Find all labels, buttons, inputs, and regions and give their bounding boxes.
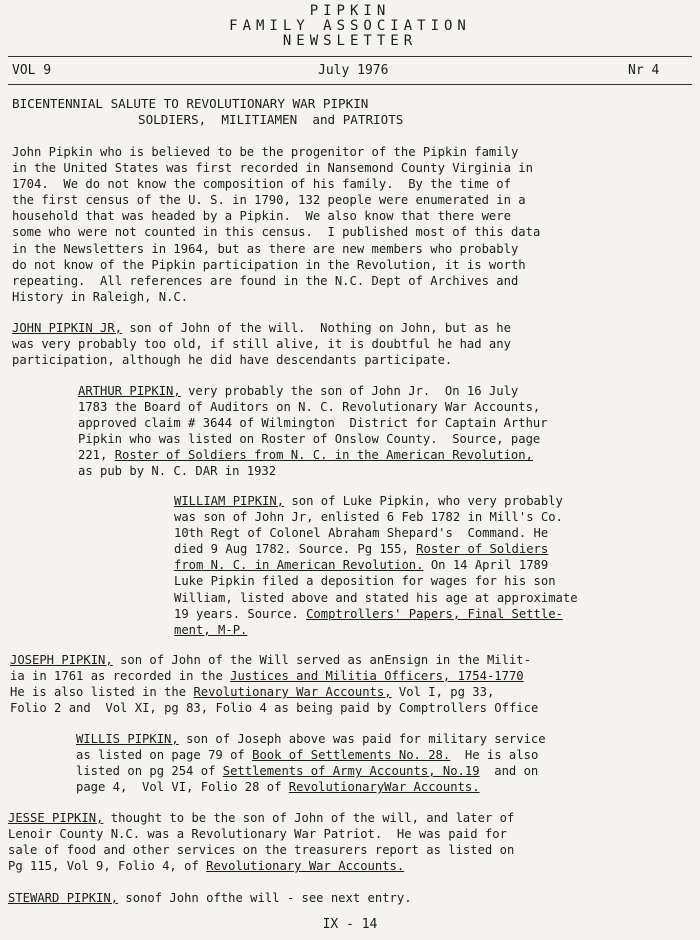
- name-william-pipkin: WILLIAM PIPKIN,: [174, 494, 285, 508]
- steward-text: sonof John ofthe will - see next entry.: [118, 891, 412, 905]
- volume-label: VOL 9: [12, 63, 52, 78]
- entry-willis: [76, 731, 546, 795]
- willis-source-3: RevolutionaryWar Accounts.: [288, 780, 480, 795]
- masthead-line-1: PIPKIN: [309, 3, 391, 19]
- john-jr-text: son of John of the will. Nothing on John, but as he was very probably too old, if still alive, it is doubtful he had any participation, although he did have descendants participate.: [12, 321, 511, 368]
- william-source-1: Roster of Soldiers from N. C. in American Revolution.: [174, 542, 549, 573]
- intro-paragraph: John Pipkin who is believed to be the progenitor of the Pipkin family in the United States was first recorded in Nansemond County Virginia in 1704. We do not know the composition of his family. By the time of the first census of the U. S. in 1790, 132 people were enumerated in a household that was headed by a Pipkin. We also know that there were some who were not counted in this census. I published most of this data in the Newsletters in 1964, but as there are new members who probably do not know of the Pipkin participation in the Revolution, it is worth repeating. All references are found in the N.C. Dept of Archives and History in Raleigh, N.C.: [12, 145, 541, 304]
- arthur-source: Roster of Soldiers from N. C. in the American Revolution,: [114, 448, 533, 463]
- page-number: IX - 14: [322, 917, 378, 932]
- entry-jesse: [8, 810, 514, 874]
- name-arthur-pipkin: ARTHUR PIPKIN,: [78, 384, 181, 398]
- willis-text-a: son of Joseph above was paid for military service as listed on page 79 of: [76, 732, 546, 763]
- entry-steward: [8, 890, 412, 906]
- masthead-line-2: FAMILY ASSOCIATION: [229, 18, 471, 34]
- willis-text-c: and on page 4, Vol VI, Folio 28 of: [76, 764, 539, 795]
- masthead: [0, 4, 700, 49]
- joseph-text-a: son of John of the Will served as anEnsign in the Milit- ia in 1761 as recorded in the: [10, 653, 531, 684]
- william-text-b: On 14 April 1789 Luke Pipkin filed a deposition for wages for his son William, listed above and stated his age at approximate 19 years. Source.: [174, 558, 578, 621]
- entry-arthur: [78, 383, 548, 480]
- masthead-rule: [8, 56, 692, 57]
- willis-text-b: He is also listed on pg 254 of: [76, 748, 539, 779]
- jesse-text-a: thought to be the son of John of the will, and later of Lenoir County N.C. was a Revolutionary War Patriot. He was paid for sale of food and other services on the treasurers report as listed on Pg 115, Vol 9, Folio 4, of: [8, 811, 515, 874]
- name-jesse-pipkin: JESSE PIPKIN,: [8, 811, 104, 825]
- article-headline: [12, 96, 403, 128]
- name-joseph-pipkin: JOSEPH PIPKIN,: [10, 653, 113, 667]
- headline-line-1: BICENTENNIAL SALUTE TO REVOLUTIONARY WAR PIPKIN: [12, 96, 369, 111]
- name-steward-pipkin: STEWARD PIPKIN,: [8, 891, 119, 905]
- arthur-text-a: very probably the son of John Jr. On 16 July 1783 the Board of Auditors on N. C. Revolutionary War Accounts, approved claim # 3644 of Wilmington District for Captain Arthur Pipkin who was listed on Roster of Onslow County. Source, page 221,: [78, 384, 548, 463]
- joseph-text-b: He is also listed in the: [10, 685, 187, 700]
- entry-john-jr: [12, 320, 511, 368]
- willis-source-1: Book of Settlements No. 28.: [252, 748, 451, 763]
- entry-joseph: [10, 652, 538, 716]
- william-text-a: son of Luke Pipkin, who very probably was son of John Jr, enlisted 6 Feb 1782 in Mill's Co. 10th Regt of Colonel Abraham Shepard's Command. He died 9 Aug 1782. Source. Pg 155,: [174, 494, 563, 557]
- name-willis-pipkin: WILLIS PIPKIN,: [76, 732, 179, 746]
- william-source-2: Comptrollers' Papers, Final Settle- ment, M-P.: [174, 606, 563, 637]
- issue-number: Nr 4: [628, 63, 660, 78]
- joseph-text-c: Vol I, pg 33, Folio 2 and Vol XI, pg 83, Folio 4 as being paid by Comptrollers Office: [10, 685, 539, 716]
- jesse-source: Revolutionary War Accounts.: [206, 859, 405, 874]
- issue-rule: [8, 84, 692, 85]
- headline-line-2: SOLDIERS, MILITIAMEN and PATRIOTS: [138, 112, 404, 127]
- willis-source-2: Settlements of Army Accounts, No.19: [222, 764, 480, 779]
- masthead-line-3: NEWSLETTER: [282, 33, 418, 49]
- joseph-source-2: Revolutionary War Accounts,: [193, 685, 392, 700]
- issue-date: July 1976: [318, 63, 389, 78]
- joseph-source-1: Justices and Militia Officers, 1754-1770: [230, 669, 524, 684]
- name-john-pipkin-jr: JOHN PIPKIN JR,: [12, 321, 123, 335]
- arthur-text-b: as pub by N. C. DAR in 1932: [78, 464, 277, 479]
- entry-william: [174, 493, 578, 638]
